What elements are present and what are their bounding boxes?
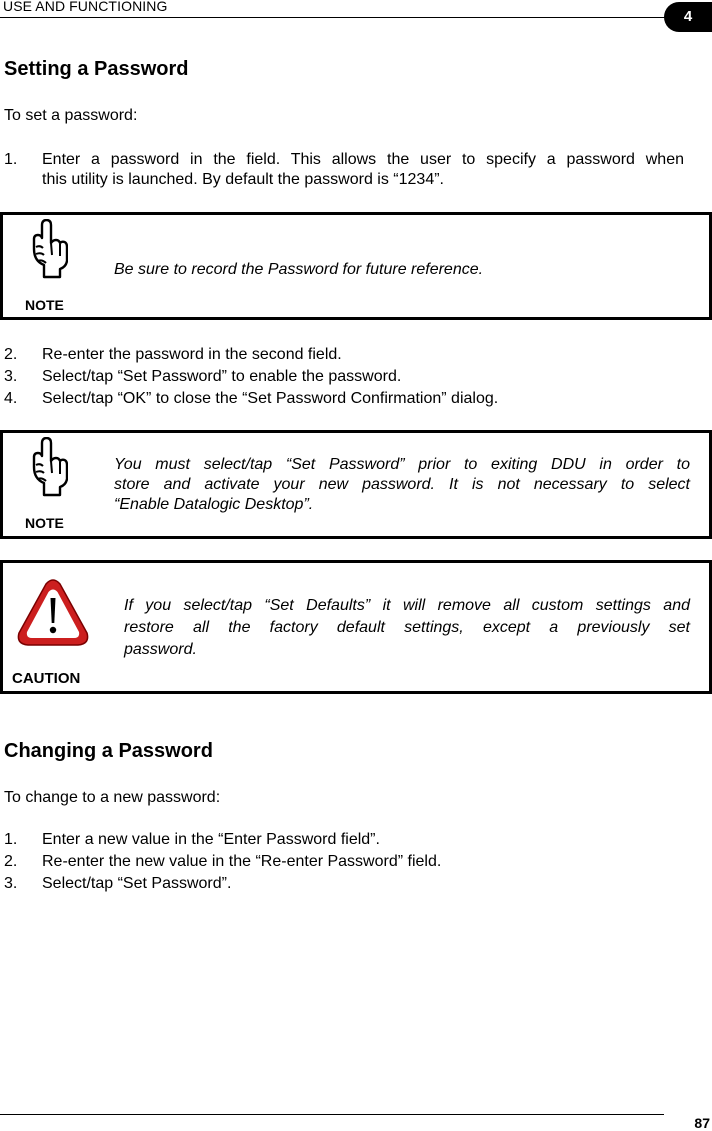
pointing-hand-icon [28,219,68,283]
note-label: NOTE [25,297,64,313]
caution-text-line: password. [124,641,197,658]
note-text-line: You must select/tap “Set Password” prior to exiting DDU in order to [114,456,690,473]
chapter-number: 4 [683,8,693,25]
caution-text-line: If you select/tap “Set Defaults” it will remove all custom settings and [124,597,690,614]
list-item [4,874,684,894]
list-item [4,389,684,409]
running-header: USE AND FUNCTIONING [3,0,168,14]
list-number: 2. [4,346,18,363]
note-box [0,430,712,539]
list-text-line: Enter a password in the field. This allows the user to specify a password when [42,151,684,168]
list-text: Re-enter the new value in the “Re-enter Password” field. [42,853,442,870]
caution-text-line: restore all the factory default settings, except a previously set [124,619,690,636]
list-number: 3. [4,875,18,892]
section-intro: To change to a new password: [4,789,221,806]
pointing-hand-icon [28,437,68,501]
list-number: 1. [4,831,18,848]
caution-label: CAUTION [12,670,81,687]
section-intro: To set a password: [4,107,138,124]
caution-box [0,560,712,694]
header-rule [0,17,672,18]
page-number: 87 [694,1115,710,1131]
list-item [4,830,684,850]
list-number: 3. [4,368,18,385]
section-heading-changing-password: Changing a Password [4,740,213,762]
list-text: Select/tap “OK” to close the “Set Password Confirmation” dialog. [42,390,499,407]
list-text: Select/tap “Set Password”. [42,875,232,892]
footer-rule [0,1114,664,1115]
list-text-line: this utility is launched. By default the password is “1234”. [42,171,444,188]
note-label: NOTE [25,515,64,531]
list-text: Enter a new value in the “Enter Password field”. [42,831,380,848]
note-text-line: “Enable Datalogic Desktop”. [114,496,314,513]
note-box [0,212,712,320]
list-item [4,852,684,872]
note-text: Be sure to record the Password for future reference. [114,261,484,278]
list-text: Re-enter the password in the second field. [42,346,342,363]
list-item [4,150,684,192]
list-number: 2. [4,853,18,870]
list-item [4,367,684,387]
section-heading-setting-password: Setting a Password [4,58,189,80]
list-number: 4. [4,390,18,407]
list-item [4,345,684,365]
list-text: Select/tap “Set Password” to enable the password. [42,368,402,385]
list-number: 1. [4,151,18,168]
note-text-line: store and activate your new password. It is not necessary to select [114,476,690,493]
warning-triangle-icon [16,578,90,648]
